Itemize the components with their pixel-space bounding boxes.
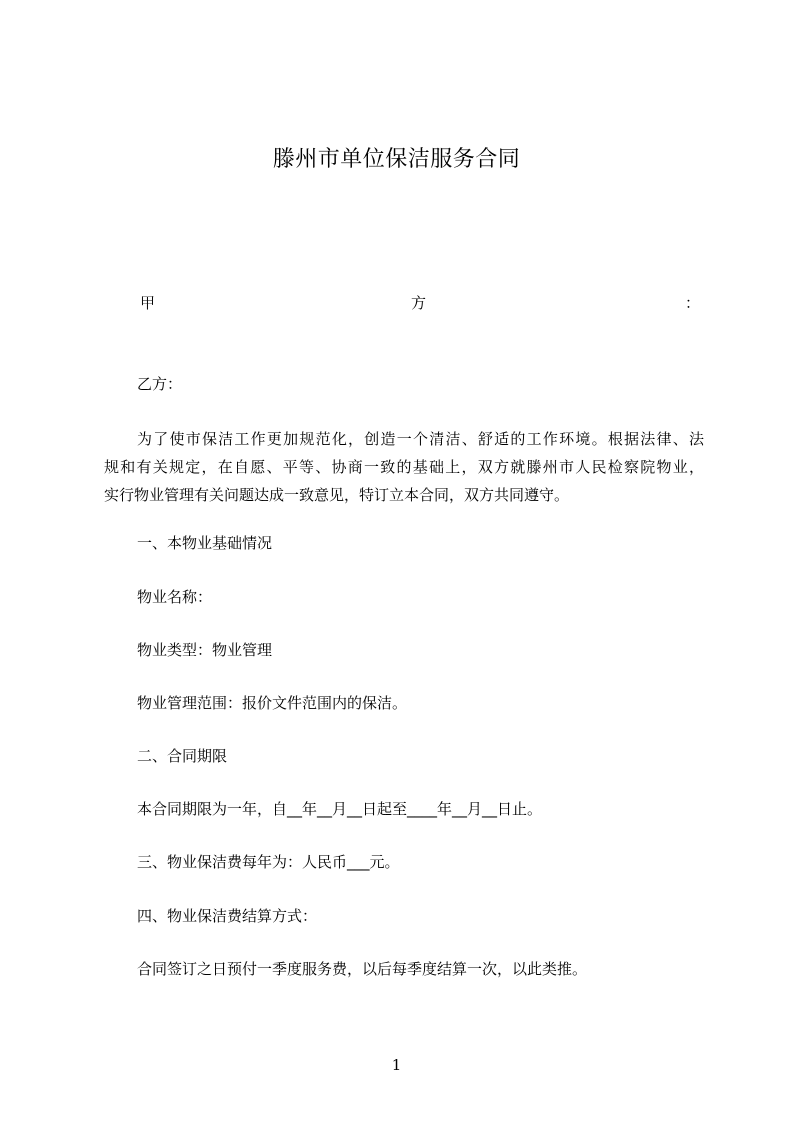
page-number: 1 <box>391 1056 402 1074</box>
contract-term-line: 本合同期限为一年，自__年__月__日起至____年__月__日止。 <box>137 800 543 818</box>
party-a-line <box>140 292 701 312</box>
preamble-line-3: 实行物业管理有关问题达成一致意见，特订立本合同，双方共同遵守。 <box>104 486 570 504</box>
preamble-line-2: 规和有关规定，在自愿、平等、协商一致的基础上，双方就滕州市人民检察院物业， <box>104 458 704 476</box>
party-a-colon: ： <box>685 294 701 312</box>
party-a-char-2: 方 <box>411 294 427 312</box>
settlement-detail-line: 合同签订之日预付一季度服务费，以后每季度结算一次，以此类推。 <box>137 960 588 978</box>
section-4-heading: 四、物业保洁费结算方式： <box>137 907 318 925</box>
preamble-line-1: 为了使市保洁工作更加规范化，创造一个清洁、舒适的工作环境。根据法律、法 <box>137 430 704 448</box>
property-name-line: 物业名称： <box>137 588 213 606</box>
section-3-heading: 三、物业保洁费每年为：人民币___元。 <box>137 853 400 871</box>
preamble-paragraph <box>104 425 704 509</box>
property-scope-line: 物业管理范围：报价文件范围内的保洁。 <box>137 694 408 712</box>
section-1-heading: 一、本物业基础情况 <box>137 534 273 552</box>
section-2-heading: 二、合同期限 <box>137 747 228 765</box>
property-type-line: 物业类型：物业管理 <box>137 641 273 659</box>
party-a-char-1: 甲 <box>140 294 156 312</box>
party-b-line: 乙方： <box>137 375 183 393</box>
document-title: 滕州市单位保洁服务合同 <box>272 147 521 172</box>
